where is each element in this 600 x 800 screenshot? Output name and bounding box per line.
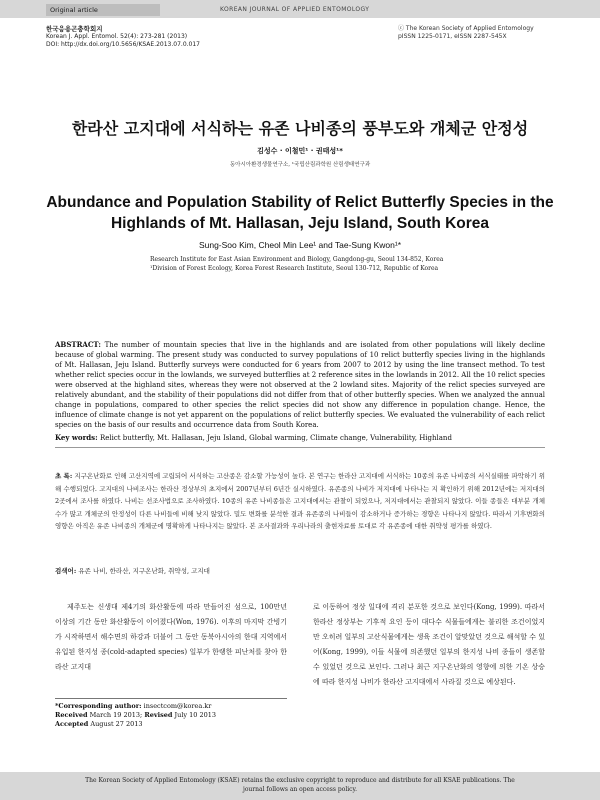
accepted-date-line — [55, 720, 287, 729]
english-title: Abundance and Population Stability of Relict Butterfly Species in the Highlands of Mt. Hallasan, Jeju Island, South Korea — [46, 194, 554, 232]
abstract-section — [55, 340, 545, 448]
korean-abstract-text: 지구온난화로 인해 고산지역에 고립되어 서식하는 고산종은 감소할 가능성이 높다. 본 연구는 한라산 고지대에 서식하는 10종의 유존 나비종의 서식실태를 파악하기 위해 수행되었다. 고지대의 나비조사는 한라산 정상부의 초지에서 2007년부터 6년간 실시하였다. 유존종의 나비가 저지대에 나타나는 지 확인하기 위해 2012년에는 저지대의 2곳에서 조사를 하였다. 나비는 선조사법으로 조사하였다. 10종의 유존 나비종들은 고지대에서는 관찰이 되었으나, 저지대에서는 관찰되지 않았다. 이들 종들은 대부분 개체수가 많고 개체군의 안정성이 다른 나비들에 비해 낮지 않았다. 밀도 변화를 분석한 결과 유존종의 나비들이 감소하거나 증가하는 경향은 나타나지 않았다. 따라서 기후변화의 영향은 아직은 유존 나비종의 개체군에 명확하게 나타나지는 않았다. 본 조사결과와 우리나라의 출현자료를 토대로 각 유존종에 대한 취약성 평가를 하였다. — [55, 472, 545, 530]
keywords-label: Key words: — [55, 433, 98, 442]
citation-block — [46, 25, 200, 49]
body-column-1: 제주도는 신생대 제4기의 화산활동에 따라 만들어진 섬으로, 100만년 이상의 기간 동안 화산활동이 이어졌다(Won, 1976). 이후의 마지막 간빙기가 시작하면서 해수면의 하강과 더불어 그 동안 동북아시아의 한대 지역에서 유입된 한지성 종(cold-adapted species) 일부가 한랭한 피난처를 찾아 한라산 고지대 — [55, 603, 287, 671]
corresponding-author — [55, 702, 287, 711]
accepted-label: Accepted — [55, 720, 89, 728]
english-affiliations — [150, 255, 450, 273]
abstract — [55, 340, 545, 430]
citation: Korean J. Appl. Entomol. 52(4): 273-281 (2013) — [46, 33, 188, 40]
korean-keywords-text: 유존 나비, 한라산, 지구온난화, 취약성, 고지대 — [78, 567, 210, 575]
received-date: March 19 2013; — [89, 711, 143, 719]
korean-journal-name: 한국응용곤충학회지 — [46, 25, 103, 33]
corresponding-label: *Corresponding author: — [55, 702, 142, 710]
korean-abstract — [55, 470, 545, 533]
korean-keywords — [55, 566, 545, 575]
copyright-block — [398, 25, 534, 41]
article-type-tag: Original article — [46, 4, 160, 16]
abstract-text: The number of mountain species that live in the highlands and are isolated from other populations will likely decline because of global warming. The present study was conducted to survey populations of 10 relict butterfly species living in the highlands of Mt. Hallasan, Jeju Island. Butterfly surveys were conducted for 6 years from 2007 to 2012 by using the line transect method. To test whether relict species occur in the lowlands, we surveyed butterflies at 2 reference sites in the lowlands in 2012. All the 10 relict species were observed at the highland sites, whereas they were not observed at the 2 lowland sites. Majority of the relict species surveyed are relatively abundant, and the stability of their populations did not differ from that of other butterfly species. When we analyzed the annual change in populations, compared to other species the relict species did not show any difference in population change. Hence, the influence of climate change is not yet apparent on the populations of relict butterfly species. We evaluated the vulnerability of each relict species on the basis of our results and occurrence data from South Korea. — [55, 341, 545, 429]
keywords-text: Relict butterfly, Mt. Hallasan, Jeju Island, Global warming, Climate change, Vulnerability, Highland — [99, 434, 452, 442]
revised-date: July 10 2013 — [174, 711, 217, 719]
english-authors: Sung-Soo Kim, Cheol Min Lee¹ and Tae-Sung Kwon¹* — [198, 240, 402, 250]
corresponding-email[interactable]: insectcom@korea.kr — [143, 702, 212, 710]
korean-authors: 김성수 · 이철민¹ · 권태성¹* — [257, 147, 343, 155]
received-dates — [55, 711, 287, 720]
doi-link[interactable]: DOI: http://dx.doi.org/10.5656/KSAE.2013.07.0.017 — [46, 41, 200, 48]
received-label: Received — [55, 711, 88, 719]
affiliation-2: ¹Division of Forest Ecology, Korea Forest Research Institute, Seoul 130-712, Republic of Korea — [150, 265, 439, 272]
keywords — [55, 433, 545, 443]
footnote — [55, 698, 287, 729]
issn: pISSN 1225-0171, eISSN 2287-545X — [398, 33, 507, 40]
abstract-label: ABSTRACT: — [55, 340, 101, 349]
korean-abstract-label: 초 록: — [55, 472, 73, 480]
copyright-notice: The Korean Society of Applied Entomology (KSAE) retains the exclusive copyright to reproduce and distribute for all KSAE publications. The journal follows an open access policy. — [85, 777, 515, 793]
journal-name: KOREAN JOURNAL OF APPLIED ENTOMOLOGY — [220, 6, 370, 13]
revised-label: Revised — [144, 711, 173, 719]
korean-affiliations: 동아시아환경생물연구소, ¹국립산림과학원 산림생태연구과 — [229, 162, 371, 168]
copyright: ⓒ The Korean Society of Applied Entomology — [398, 25, 534, 32]
accepted-date: August 27 2013 — [90, 720, 143, 728]
korean-keywords-label: 검색어: — [55, 567, 77, 575]
body-column-2: 로 이동하여 정상 일대에 격리 분포한 것으로 보인다(Kong, 1999). 따라서 한라산 정상부는 기후적 요인 등이 대다수 식물들에게는 불리한 조건이었지만 오히려 일부의 고산식물에게는 생육 조건이 알맞았던 것으로 해석할 수 있어(Kong, 1999), 이들 식물에 의존했던 일부의 한지성 나비 종들이 생존할 수 있었던 것으로 보인다. 그러나 최근 지구온난화의 영향에 의한 기온 상승에 따라 한지성 나비가 한라산 고지대에서 사라질 것으로 예상된다. — [313, 603, 545, 686]
korean-title: 한라산 고지대에 서식하는 유존 나비종의 풍부도와 개체군 안정성 — [71, 119, 529, 138]
affiliation-1: Research Institute for East Asian Environment and Biology, Gangdong-gu, Seoul 134-852, Korea — [150, 256, 444, 263]
